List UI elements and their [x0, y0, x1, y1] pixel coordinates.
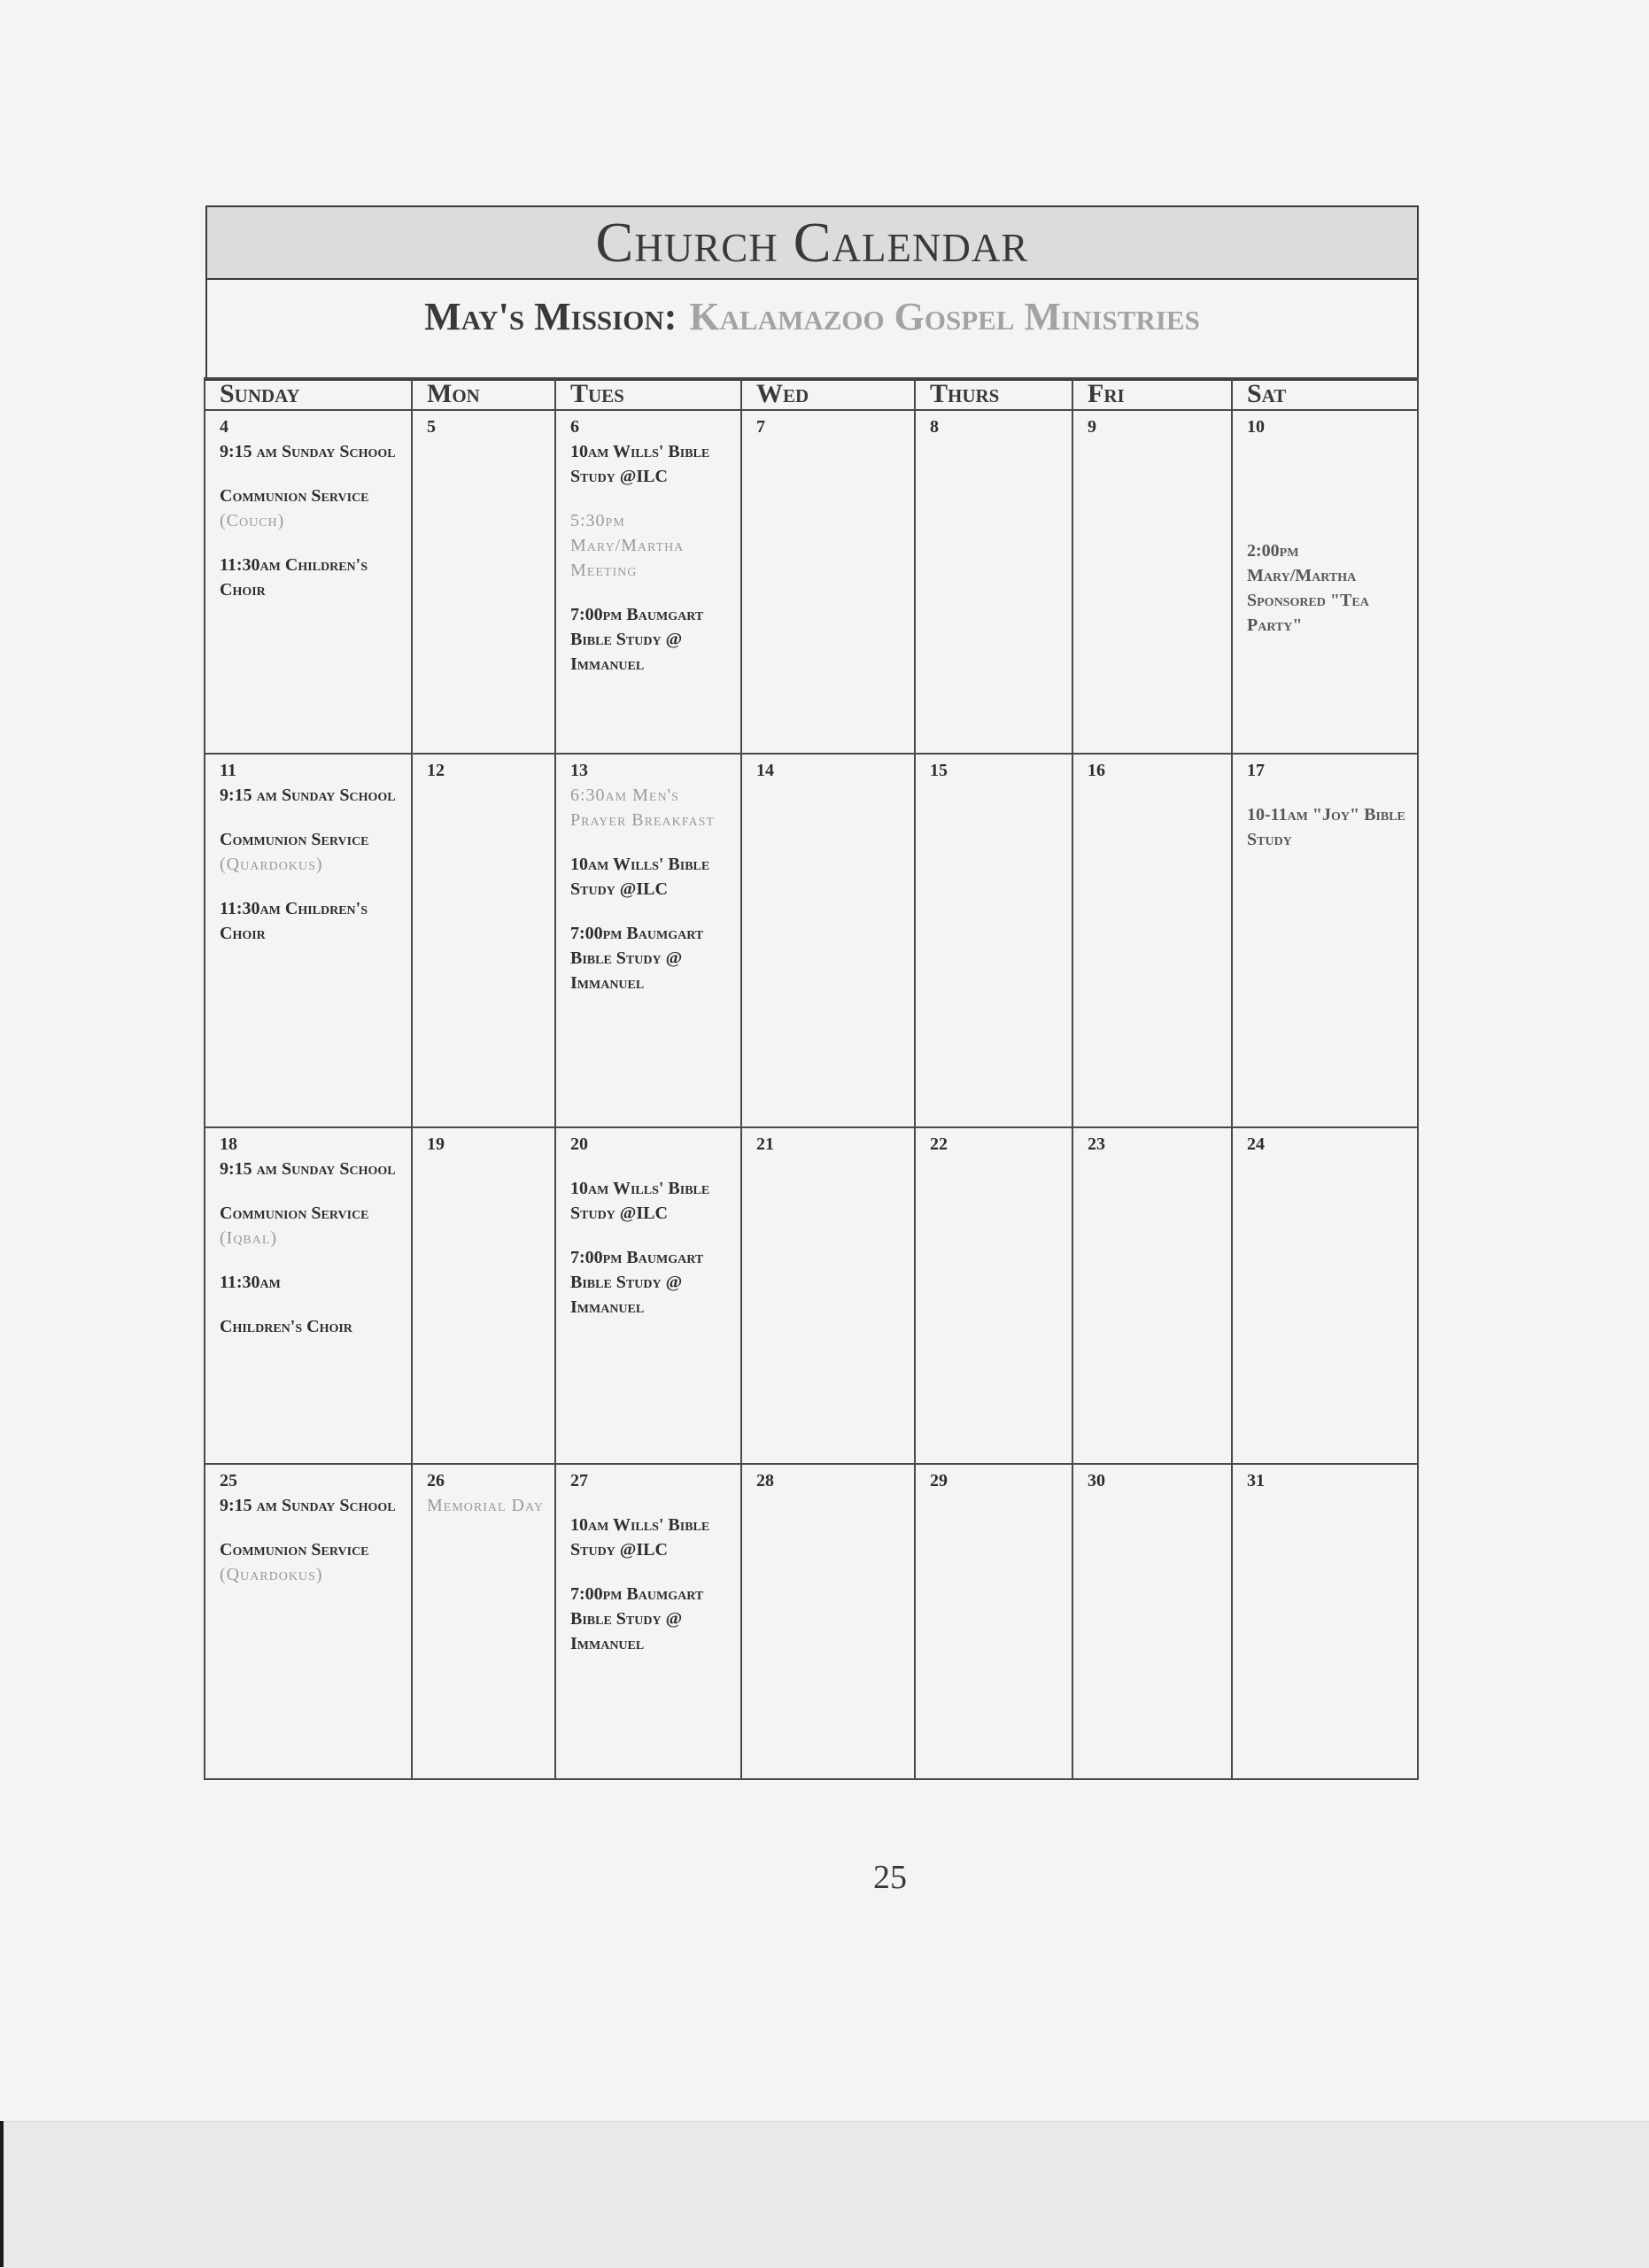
calendar-event: 2:00pm Mary/Martha Sponsored "Tea Party" [1247, 541, 1369, 635]
calendar-day-cell [555, 754, 741, 1127]
calendar-event: 5:30pm Mary/Martha Meeting [570, 511, 685, 580]
day-number: 12 [427, 761, 445, 780]
day-number: 20 [570, 1134, 588, 1154]
calendar-day-cell [555, 1464, 741, 1779]
calendar-weeks [205, 410, 1418, 1779]
weekday-header: Sat [1232, 378, 1418, 410]
calendar-week-row [205, 754, 1418, 1127]
scanner-edge-line [0, 2121, 4, 2267]
calendar-day-cell [412, 1127, 555, 1464]
calendar-event: 7:00pm Baumgart Bible Study @ Immanuel [570, 1584, 704, 1653]
calendar-week-row [205, 1127, 1418, 1464]
calendar-day-cell [555, 1127, 741, 1464]
weekday-header: Sunday [205, 378, 412, 410]
day-number: 11 [220, 761, 236, 780]
day-number: 28 [756, 1471, 774, 1490]
calendar-day-cell [205, 1127, 412, 1464]
calendar-header-frame [205, 205, 1419, 381]
calendar-event: 10-11am "Joy" Bible Study [1247, 805, 1405, 849]
day-number: 31 [1247, 1471, 1265, 1490]
calendar-event: (Iqbal) [220, 1228, 278, 1248]
weekday-header: Fri [1072, 378, 1232, 410]
calendar-event: 11:30am [220, 1273, 281, 1292]
calendar-day-cell [741, 410, 915, 754]
calendar-event: (Quardokus) [220, 1565, 323, 1584]
calendar-event: Communion Service [220, 1204, 369, 1223]
calendar-event: 9:15 am Sunday School [220, 1159, 396, 1179]
mission-subtitle [207, 280, 1417, 379]
weekday-header: Wed [741, 378, 915, 410]
calendar-week-row [205, 410, 1418, 754]
day-number: 19 [427, 1134, 445, 1154]
day-number: 5 [427, 417, 436, 437]
calendar-day-cell [205, 1464, 412, 1779]
day-number: 15 [930, 761, 948, 780]
weekday-header-row [205, 378, 1418, 410]
calendar-day-cell [1072, 1464, 1232, 1779]
day-number: 4 [220, 417, 228, 437]
calendar-day-cell [1072, 410, 1232, 754]
calendar-event: 9:15 am Sunday School [220, 1496, 396, 1515]
day-number: 24 [1247, 1134, 1265, 1154]
calendar-event: 11:30am Children's Choir [220, 555, 368, 600]
calendar-day-cell [915, 1464, 1072, 1779]
calendar-day-cell [1232, 410, 1418, 754]
calendar-event: 7:00pm Baumgart Bible Study @ Immanuel [570, 605, 704, 674]
weekday-header: Tues [555, 378, 741, 410]
day-number: 23 [1088, 1134, 1105, 1154]
day-number: 27 [570, 1471, 588, 1490]
calendar-event: Communion Service [220, 486, 369, 506]
page-number: 25 [873, 1859, 907, 1896]
calendar-event: 10am Wills' Bible Study @ILC [570, 442, 710, 486]
day-number: 21 [756, 1134, 774, 1154]
scanner-bed-strip [0, 2121, 1649, 2268]
calendar-day-cell [205, 410, 412, 754]
day-number: 22 [930, 1134, 948, 1154]
calendar-week-row [205, 1464, 1418, 1779]
calendar-event: Children's Choir [220, 1317, 352, 1336]
day-number: 7 [756, 417, 765, 437]
calendar-day-cell [1232, 754, 1418, 1127]
calendar-event: Communion Service [220, 830, 369, 849]
calendar-day-cell [412, 754, 555, 1127]
calendar-day-cell [1232, 1464, 1418, 1779]
day-number: 10 [1247, 417, 1265, 437]
calendar-day-cell [915, 410, 1072, 754]
calendar-day-cell [741, 1464, 915, 1779]
calendar-day-cell [741, 1127, 915, 1464]
calendar-event: 11:30am Children's Choir [220, 899, 368, 943]
calendar-event: 7:00pm Baumgart Bible Study @ Immanuel [570, 1248, 704, 1317]
page-title: Church Calendar [207, 207, 1417, 280]
day-number: 30 [1088, 1471, 1105, 1490]
calendar-event: (Quardokus) [220, 855, 323, 874]
subtitle-organization: Kalamazoo Gospel Ministries [689, 295, 1200, 338]
day-number: 14 [756, 761, 774, 780]
calendar-event: (Couch) [220, 511, 285, 530]
calendar-day-cell [1072, 1127, 1232, 1464]
calendar-day-cell [915, 1127, 1072, 1464]
weekday-header: Thurs [915, 378, 1072, 410]
day-number: 6 [570, 417, 579, 437]
weekday-header: Mon [412, 378, 555, 410]
day-number: 25 [220, 1471, 237, 1490]
calendar-event: 10am Wills' Bible Study @ILC [570, 1179, 710, 1223]
calendar-event: Memorial Day [427, 1496, 544, 1515]
calendar-event: 6:30am Men's Prayer Breakfast [570, 786, 715, 830]
day-number: 13 [570, 761, 588, 780]
calendar-day-cell [741, 754, 915, 1127]
calendar-grid [204, 377, 1419, 1780]
calendar-day-cell [555, 410, 741, 754]
day-number: 29 [930, 1471, 948, 1490]
day-number: 8 [930, 417, 939, 437]
calendar-event: Communion Service [220, 1540, 369, 1560]
calendar-event: 10am Wills' Bible Study @ILC [570, 855, 710, 899]
calendar-day-cell [412, 410, 555, 754]
day-number: 18 [220, 1134, 237, 1154]
day-number: 17 [1247, 761, 1265, 780]
day-number: 26 [427, 1471, 445, 1490]
calendar-day-cell [915, 754, 1072, 1127]
calendar-event: 7:00pm Baumgart Bible Study @ Immanuel [570, 924, 704, 993]
calendar-day-cell [1232, 1127, 1418, 1464]
calendar-day-cell [1072, 754, 1232, 1127]
calendar-day-cell [412, 1464, 555, 1779]
calendar-event: 9:15 am Sunday School [220, 442, 396, 461]
calendar-event: 10am Wills' Bible Study @ILC [570, 1515, 710, 1560]
calendar-day-cell [205, 754, 412, 1127]
subtitle-lead: May's Mission: [424, 295, 677, 338]
day-number: 9 [1088, 417, 1096, 437]
day-number: 16 [1088, 761, 1105, 780]
calendar-event: 9:15 am Sunday School [220, 786, 396, 805]
